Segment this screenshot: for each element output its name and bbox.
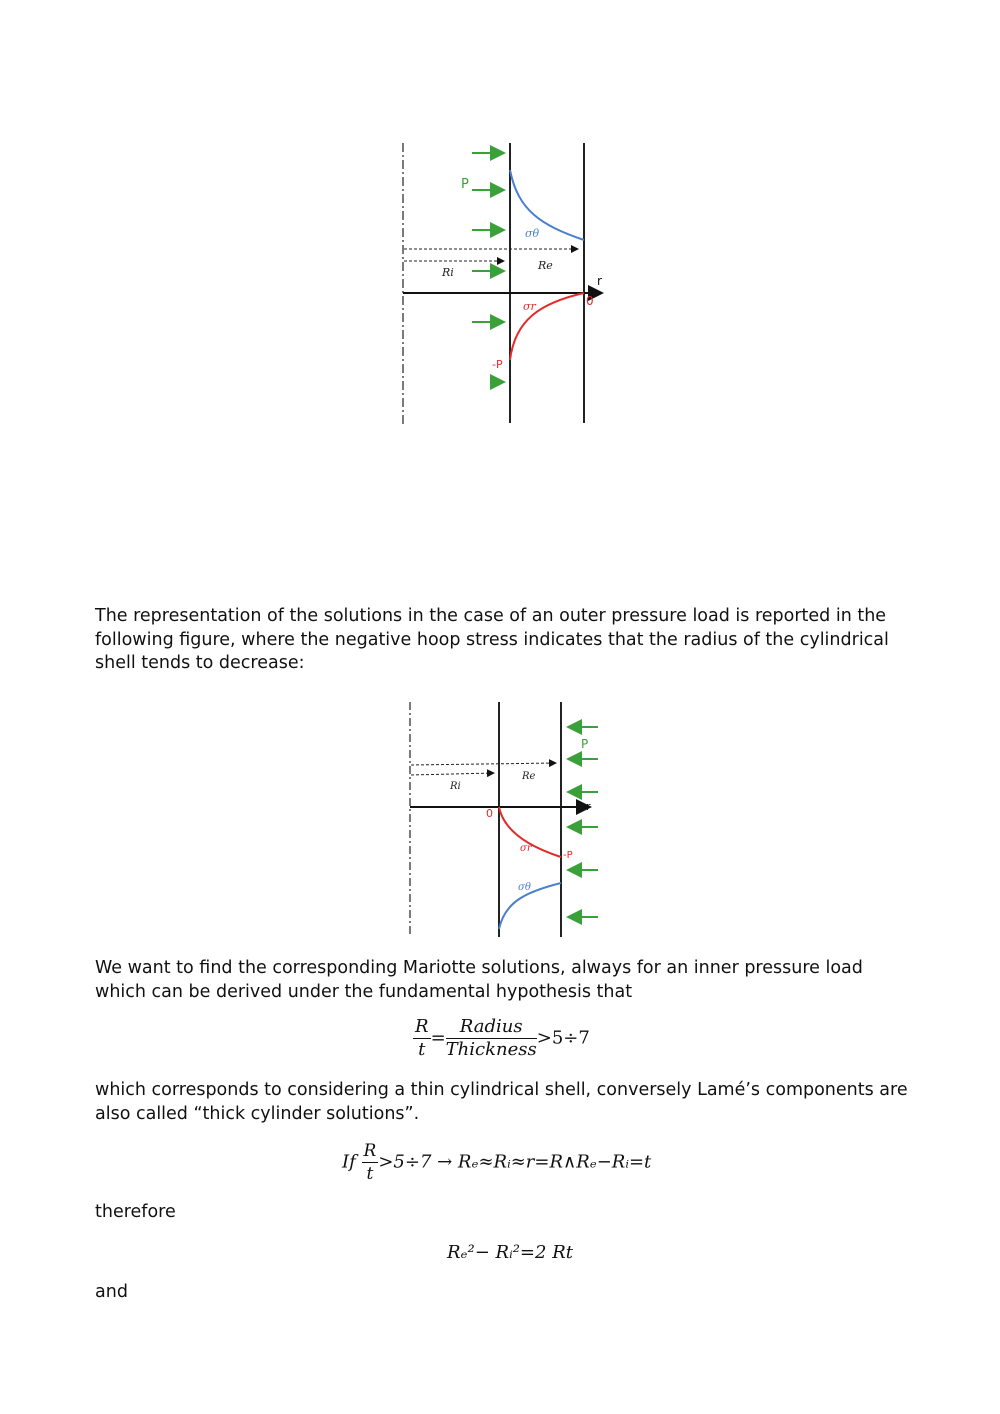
r-axis-label: r — [586, 800, 591, 813]
re-label: Re — [538, 259, 553, 272]
paragraph-therefore: therefore — [95, 1202, 176, 1222]
eq1-tail: >5÷7 — [536, 1027, 590, 1049]
paragraph-outer-pressure: The representation of the solutions in the case of an outer pressure load is reported in the following figure, where the negative hoop stress indicates that the radius of the cylindrical shell tends to decrease: — [95, 606, 889, 673]
pressure-label: P — [581, 737, 589, 751]
eq1-lhs-numerator: R — [415, 1016, 429, 1037]
re-dimension — [411, 763, 556, 765]
eq1-equals: = — [430, 1027, 446, 1049]
ri-label: Ri — [450, 781, 461, 792]
pressure-label: P — [461, 177, 469, 192]
hoop-stress-label: σθ — [518, 882, 531, 893]
eq2-rest: >5÷7 → Rₑ≈Rᵢ≈r=R∧Rₑ−Rᵢ=t — [378, 1151, 652, 1173]
equation-approximation — [342, 1140, 651, 1185]
equation-thin-shell-hypothesis — [413, 1016, 590, 1061]
eq1-lhs-denominator: t — [418, 1039, 426, 1060]
figure-outer-pressure — [400, 697, 610, 940]
minus-p-label: -P — [492, 358, 503, 371]
hoop-stress-curve — [510, 170, 584, 240]
eq1-rhs-denominator: Thickness — [445, 1039, 537, 1060]
re-label: Re — [522, 771, 536, 782]
ri-label: Ri — [442, 266, 454, 279]
zero-label: 0 — [586, 294, 594, 308]
figure-inner-pressure — [390, 135, 630, 430]
paragraph-and: and — [95, 1282, 128, 1302]
ri-dimension — [411, 773, 494, 775]
eq2-denominator: t — [366, 1164, 374, 1184]
paragraph-thin-cylinder: which corresponds to considering a thin cylindrical shell, conversely Lamé’s components are also called “thick cylinder solutions”. — [95, 1080, 908, 1124]
r-axis-label: r — [597, 274, 602, 288]
pressure-arrows — [568, 727, 598, 917]
radial-stress-label: σr — [523, 300, 536, 313]
radial-stress-label: σr — [520, 843, 532, 854]
radial-stress-curve — [510, 293, 584, 360]
paragraph-mariotte-intro: We want to find the corresponding Mariotte solutions, always for an inner pressure load which can be derived under the fundamental hypothesis that — [95, 958, 863, 1002]
zero-label: 0 — [486, 807, 493, 820]
eq2-if: If — [342, 1151, 356, 1173]
eq2-numerator: R — [363, 1141, 377, 1161]
equation-radius-difference: Rₑ²− Rᵢ²=2 Rt — [447, 1242, 573, 1263]
minus-p-label: -P — [563, 850, 573, 861]
eq1-rhs-numerator: Radius — [446, 1016, 537, 1039]
hoop-stress-label: σθ — [525, 227, 540, 240]
pressure-arrows — [472, 153, 504, 382]
